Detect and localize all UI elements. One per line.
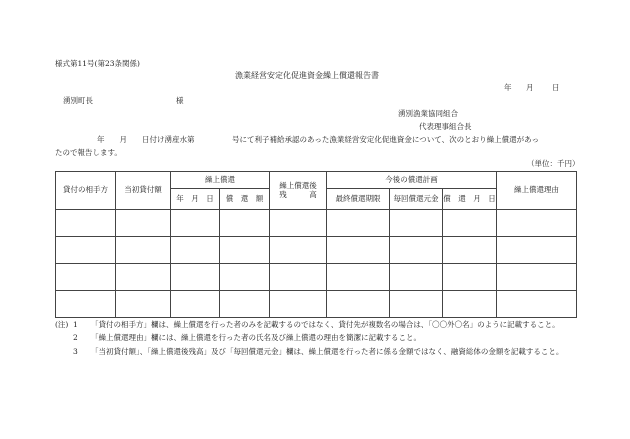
note-item bbox=[55, 318, 580, 331]
table-cell bbox=[56, 210, 116, 237]
table-cell bbox=[443, 210, 497, 237]
table-cell bbox=[327, 264, 390, 291]
table-cell bbox=[220, 291, 270, 318]
date-day-label: 日 bbox=[552, 83, 560, 92]
table-cell bbox=[270, 210, 327, 237]
note-number: 2 bbox=[73, 333, 78, 343]
notes-section bbox=[55, 318, 580, 358]
form-number: 様式第11号(第23条関係) bbox=[55, 59, 140, 68]
date-month-label: 月 bbox=[526, 83, 534, 92]
table-cell bbox=[497, 210, 577, 237]
table-cell bbox=[497, 264, 577, 291]
table-cell bbox=[171, 291, 220, 318]
header-future-plan: 今後の償還計画 bbox=[327, 172, 497, 189]
table-cell bbox=[171, 210, 220, 237]
note-text: 「繰上償還理由」欄には、繰上償還を行った者の氏名及び繰上償還の理由を簡潔に記載すること。 bbox=[91, 333, 421, 343]
header-repayment-date: 償 還 月 日 bbox=[443, 189, 497, 210]
table-cell bbox=[116, 291, 171, 318]
header-final-deadline: 最終償還期限 bbox=[327, 189, 390, 210]
header-balance-after-line2: 残 高 bbox=[279, 189, 317, 199]
header-reason: 繰上償還理由 bbox=[497, 172, 577, 210]
header-early-repayment: 繰上償還 bbox=[171, 172, 270, 189]
table-cell bbox=[443, 237, 497, 264]
date-year-label: 年 bbox=[504, 83, 512, 92]
table-cell bbox=[497, 291, 577, 318]
table-row bbox=[56, 264, 577, 291]
addressee-honorific: 様 bbox=[176, 96, 184, 105]
header-balance-after bbox=[270, 172, 327, 210]
note-number: 1 bbox=[73, 320, 78, 329]
table-cell bbox=[116, 210, 171, 237]
header-balance-after-line1: 繰上償還後 bbox=[279, 180, 317, 190]
sender-organization: 湧別漁業協同組合 bbox=[398, 109, 458, 118]
table-cell bbox=[327, 210, 390, 237]
table-cell bbox=[443, 264, 497, 291]
table-cell bbox=[327, 291, 390, 318]
note-item bbox=[55, 331, 580, 344]
intro-line-2: たので報告します。 bbox=[55, 148, 122, 157]
document-title: 漁業経営安定化促進資金繰上償還報告書 bbox=[235, 71, 379, 80]
table-cell bbox=[270, 264, 327, 291]
table-cell bbox=[497, 237, 577, 264]
table-cell bbox=[220, 237, 270, 264]
table-cell bbox=[390, 291, 443, 318]
table-cell bbox=[390, 210, 443, 237]
note-item bbox=[55, 345, 580, 358]
table-cell bbox=[270, 237, 327, 264]
table-cell bbox=[56, 291, 116, 318]
table-cell bbox=[390, 237, 443, 264]
addressee-name: 湧別町長 bbox=[63, 96, 93, 105]
note-number: 3 bbox=[73, 346, 78, 356]
table-cell bbox=[327, 237, 390, 264]
repayment-table bbox=[55, 171, 577, 318]
table-cell bbox=[116, 237, 171, 264]
table-cell bbox=[220, 264, 270, 291]
header-repayment-amount: 償 還 額 bbox=[220, 189, 270, 210]
header-initial-loan: 当初貸付額 bbox=[116, 172, 171, 210]
table-row bbox=[56, 291, 577, 318]
note-text: 「貸付の相手方」欄は、繰上償還を行った者のみを記載するのではなく、貸付先が複数名の場合は、「〇〇外〇名」のように記載すること。 bbox=[91, 320, 560, 329]
table-cell bbox=[56, 237, 116, 264]
header-per-installment: 毎回償還元金 bbox=[390, 189, 443, 210]
header-date-ymd: 年 月 日 bbox=[171, 189, 220, 210]
table-cell bbox=[220, 210, 270, 237]
header-counterparty: 貸付の相手方 bbox=[56, 172, 116, 210]
sender-representative: 代表理事組合長 bbox=[419, 122, 472, 131]
table-cell bbox=[171, 264, 220, 291]
table-cell bbox=[116, 264, 171, 291]
notes-prefix: (注) bbox=[55, 320, 69, 329]
table-cell bbox=[56, 264, 116, 291]
note-text: 「当初貸付額」、「繰上償還後残高」及び「毎回償還元金」欄は、繰上償還を行った者に係る金額ではなく、融資総体の金額を記載すること。 bbox=[91, 346, 564, 356]
unit-label: （単位：千円） bbox=[527, 159, 580, 168]
table-cell bbox=[171, 237, 220, 264]
table-cell bbox=[443, 291, 497, 318]
table-row bbox=[56, 237, 577, 264]
intro-line-1: 年 月 日付け湧産水第 号にて利子補給承認のあった漁業経営安定化促進資金について、次のとおり繰上償還があっ bbox=[97, 135, 540, 144]
table-row bbox=[56, 210, 577, 237]
table-cell bbox=[270, 291, 327, 318]
table-cell bbox=[390, 264, 443, 291]
